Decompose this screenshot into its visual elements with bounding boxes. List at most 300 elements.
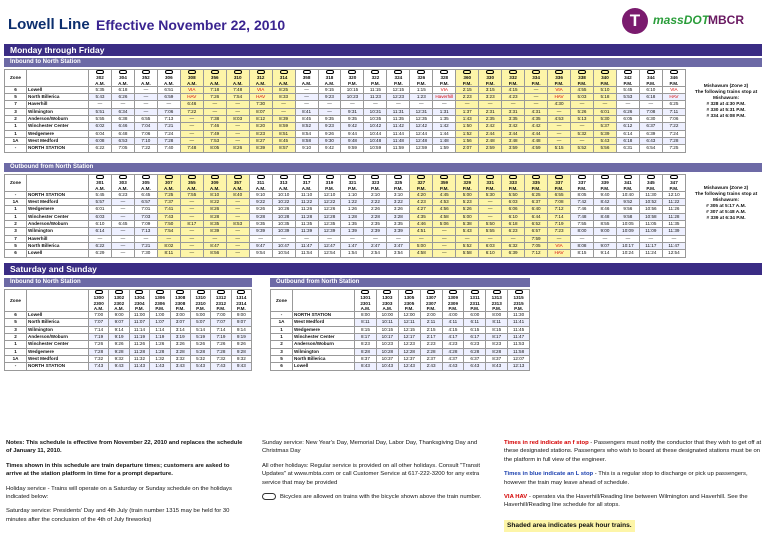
time-cell: 6:02 xyxy=(89,123,112,130)
train-number: 337 P.M. xyxy=(571,175,594,192)
time-cell: 10:24 xyxy=(616,250,639,257)
bicycle-icon xyxy=(463,175,471,179)
time-cell: 1:10 xyxy=(341,191,364,198)
time-cell: 6:23 xyxy=(464,341,486,348)
time-cell: 8:35 xyxy=(203,221,226,228)
time-cell: 11:48 xyxy=(387,137,410,144)
time-cell: 8:28 xyxy=(203,213,226,220)
time-cell: 9:28 xyxy=(109,348,129,355)
time-cell: — xyxy=(226,206,249,213)
zone-cell: 1A xyxy=(5,199,27,206)
time-cell: 6:10 xyxy=(502,213,525,220)
train-number: 332 P.M. xyxy=(502,70,525,87)
station-name: Wedgemere xyxy=(293,326,355,333)
time-cell: 7:13 xyxy=(157,116,180,123)
time-cell: 11:42 xyxy=(387,123,410,130)
zone-cell: 6 xyxy=(271,363,293,370)
legend-red-label: Times in red indicate an f stop xyxy=(504,440,589,446)
time-cell: 12:43 xyxy=(398,363,420,370)
time-cell: — xyxy=(203,101,226,108)
time-cell: — xyxy=(272,108,295,115)
time-cell: 12:07 xyxy=(508,355,530,362)
time-cell: 8:39 xyxy=(249,145,272,152)
bicycle-icon xyxy=(280,175,288,179)
time-cell: 4:17 xyxy=(442,334,464,341)
train-number: 345 P.M. xyxy=(639,175,662,192)
station-name: Winchester Center xyxy=(27,213,89,220)
train-number: 1313 2313 P.M. xyxy=(486,290,508,312)
time-cell: 8:28 xyxy=(355,348,377,355)
bicycle-icon xyxy=(624,175,632,179)
time-cell: 10:42 xyxy=(364,123,387,130)
time-cell: 7:28 xyxy=(662,137,685,144)
time-cell: 7:07 xyxy=(211,319,231,326)
time-cell: 6:37 xyxy=(525,199,548,206)
time-cell: 7:05 xyxy=(525,242,548,249)
time-cell: 9:32 xyxy=(231,355,251,362)
time-cell: 6:34 xyxy=(111,108,134,115)
zone-cell: - xyxy=(271,312,293,319)
time-cell: 8:55 xyxy=(593,221,616,228)
weekend-outbound-bar: Outbound from North Station xyxy=(270,278,530,287)
time-cell: 4:35 xyxy=(410,213,433,220)
time-cell: 5:45 xyxy=(89,191,112,198)
time-cell: 6:46 xyxy=(111,123,134,130)
time-cell: 9:07 xyxy=(109,319,129,326)
station-name: Anderson/Woburn xyxy=(27,116,89,123)
bicycle-icon xyxy=(237,290,245,294)
bicycle-icon xyxy=(119,175,127,179)
time-cell: 5:00 xyxy=(456,191,479,198)
time-cell: 6:03 xyxy=(502,199,525,206)
time-cell: 9:56 xyxy=(616,206,639,213)
train-number: 324 P.M. xyxy=(387,70,410,87)
time-cell: 8:45 xyxy=(272,137,295,144)
time-cell: 2:15 xyxy=(456,86,479,93)
time-cell: 7:40 xyxy=(157,145,180,152)
time-cell: 7:21 xyxy=(157,123,180,130)
time-cell: 12:26 xyxy=(318,206,341,213)
time-cell: 7:21 xyxy=(134,242,157,249)
time-cell: 3:47 xyxy=(387,242,410,249)
train-number: 309 A.M. xyxy=(203,175,226,192)
bicycle-icon xyxy=(188,70,196,74)
zone-cell: 1 xyxy=(271,326,293,333)
bicycle-icon xyxy=(417,70,425,74)
time-cell: 6:57 xyxy=(134,199,157,206)
time-cell: 1:26 xyxy=(150,341,170,348)
time-cell: 9:19 xyxy=(231,334,251,341)
time-cell: 10:52 xyxy=(639,199,662,206)
time-cell: 11:19 xyxy=(129,334,149,341)
bike-note-text: Bicycles are allowed on trains with the bicycle shown above the train number. xyxy=(280,494,482,501)
bicycle-icon xyxy=(176,290,184,294)
time-cell: — xyxy=(295,94,318,101)
bicycle-icon xyxy=(211,70,219,74)
time-cell: 5:43 xyxy=(456,228,479,235)
zone-cell: 6 xyxy=(5,250,27,257)
time-cell: — xyxy=(134,108,157,115)
train-number: 338 P.M. xyxy=(571,70,594,87)
time-cell: 5:07 xyxy=(190,319,210,326)
time-cell: 12:39 xyxy=(318,228,341,235)
time-cell: 7:28 xyxy=(89,348,109,355)
time-cell: 8:23 xyxy=(486,341,508,348)
time-cell: 6:22 xyxy=(89,145,112,152)
time-cell: 9:26 xyxy=(318,130,341,137)
time-cell: 1:28 xyxy=(341,213,364,220)
time-cell: 11:58 xyxy=(508,348,530,355)
time-cell: 8:47 xyxy=(203,242,226,249)
time-cell: 7:12 xyxy=(548,206,571,213)
time-cell: VIA xyxy=(548,242,571,249)
zone-cell: 3 xyxy=(5,326,27,333)
station-name: NORTH STATION xyxy=(27,191,89,198)
time-cell: 5:39 xyxy=(593,130,616,137)
time-cell: 6:37 xyxy=(464,355,486,362)
time-cell: 5:23 xyxy=(456,199,479,206)
bicycle-icon xyxy=(165,175,173,179)
time-cell: — xyxy=(318,108,341,115)
time-cell: 3:23 xyxy=(479,94,502,101)
zone-cell: 1 xyxy=(5,206,27,213)
time-cell: — xyxy=(134,94,157,101)
train-number: 307 A.M. xyxy=(157,175,180,192)
time-cell: — xyxy=(180,206,203,213)
bicycle-icon xyxy=(96,175,104,179)
weekday-inbound-table xyxy=(4,69,686,153)
time-cell: 10:56 xyxy=(639,206,662,213)
time-cell: 10:10 xyxy=(272,191,295,198)
time-cell: 12:15 xyxy=(387,86,410,93)
time-cell: 1:54 xyxy=(341,250,364,257)
zone-cell: 2 xyxy=(271,341,293,348)
time-cell: — xyxy=(318,235,341,242)
time-cell: 8:11 xyxy=(355,319,377,326)
time-cell: 5:13 xyxy=(571,116,594,123)
time-cell: — xyxy=(111,228,134,235)
time-cell: 8:42 xyxy=(593,199,616,206)
legend-blue xyxy=(504,470,762,487)
time-cell: 2:17 xyxy=(420,334,442,341)
time-cell: 8:00 xyxy=(571,228,594,235)
bicycle-icon xyxy=(96,70,104,74)
zone-cell: 1 xyxy=(5,341,27,348)
massdot-logo: massDOT xyxy=(653,13,710,27)
time-cell: 5:56 xyxy=(593,145,616,152)
time-cell: — xyxy=(180,250,203,257)
time-cell: 9:30 xyxy=(318,137,341,144)
time-cell: 6:48 xyxy=(111,130,134,137)
train-number: 1308 2308 P.M. xyxy=(170,290,190,312)
station-name: Wedgemere xyxy=(27,348,89,355)
time-cell: 5:00 xyxy=(190,312,210,319)
time-cell: 1:35 xyxy=(433,116,456,123)
time-cell: — xyxy=(456,235,479,242)
zone-cell: 2 xyxy=(5,221,27,228)
train-number: 325 P.M. xyxy=(387,175,410,192)
time-cell: 11:35 xyxy=(387,116,410,123)
time-cell: — xyxy=(548,130,571,137)
legend-red xyxy=(504,439,762,464)
time-cell: 1:52 xyxy=(456,130,479,137)
time-cell: 7:07 xyxy=(89,319,109,326)
time-cell: 10:59 xyxy=(364,145,387,152)
bicycle-icon xyxy=(486,70,494,74)
time-cell: 7:10 xyxy=(134,137,157,144)
time-cell: — xyxy=(272,235,295,242)
time-cell: 1:56 xyxy=(456,137,479,144)
time-cell: 6:08 xyxy=(89,137,112,144)
time-cell: 11:22 xyxy=(662,199,685,206)
time-cell: 7:08 xyxy=(639,108,662,115)
time-cell: 4:20 xyxy=(410,191,433,198)
time-cell: VIA xyxy=(662,86,685,93)
time-cell: 12:42 xyxy=(410,123,433,130)
bicycle-icon xyxy=(95,290,103,294)
time-cell: 5:26 xyxy=(456,206,479,213)
time-cell: — xyxy=(341,235,364,242)
time-cell: 12:28 xyxy=(398,348,420,355)
bicycle-icon xyxy=(371,175,379,179)
train-number: 301 A.M. xyxy=(89,175,112,192)
station-name: Wedgemere xyxy=(27,130,89,137)
time-cell: 7:46 xyxy=(203,123,226,130)
station-name: Wilmington xyxy=(27,228,89,235)
time-cell: — xyxy=(525,86,548,93)
zone-cell: 5 xyxy=(5,94,27,101)
time-cell: — xyxy=(226,199,249,206)
time-cell: 8:54 xyxy=(295,130,318,137)
zone-cell: 1 xyxy=(271,334,293,341)
time-cell: 7:12 xyxy=(525,250,548,257)
time-cell: 4:23 xyxy=(502,94,525,101)
time-cell: 11:53 xyxy=(508,341,530,348)
time-cell: 4:28 xyxy=(442,348,464,355)
time-cell: 11:15 xyxy=(364,86,387,93)
time-cell: 5:58 xyxy=(456,250,479,257)
time-cell: 11:47 xyxy=(508,334,530,341)
time-cell: 3:44 xyxy=(502,130,525,137)
time-cell: 5:43 xyxy=(190,363,210,370)
time-cell: 5:26 xyxy=(571,108,594,115)
time-cell: 11:59 xyxy=(387,145,410,152)
time-cell: 2:28 xyxy=(420,348,442,355)
time-cell: — xyxy=(639,235,662,242)
time-cell: 3:28 xyxy=(387,213,410,220)
time-cell: 4:42 xyxy=(525,123,548,130)
time-cell: 7:54 xyxy=(157,228,180,235)
time-cell: — xyxy=(180,213,203,220)
train-number: 1314 2314 P.M. xyxy=(231,290,251,312)
time-cell: 5:03 xyxy=(571,94,594,101)
time-cell: 8:15 xyxy=(355,326,377,333)
time-cell: 9:26 xyxy=(231,341,251,348)
train-number: 339 P.M. xyxy=(593,175,616,192)
time-cell: — xyxy=(272,101,295,108)
time-cell: 3:00 xyxy=(170,312,190,319)
zone-cell: 1 xyxy=(5,213,27,220)
time-cell: 3:39 xyxy=(387,228,410,235)
time-cell: 8:17 xyxy=(180,221,203,228)
time-cell: 9:48 xyxy=(341,137,364,144)
time-cell: — xyxy=(111,206,134,213)
time-cell: — xyxy=(111,235,134,242)
time-cell: 11:28 xyxy=(295,213,318,220)
time-cell: 8:26 xyxy=(203,206,226,213)
bicycle-icon xyxy=(670,70,678,74)
time-cell: 8:45 xyxy=(295,116,318,123)
time-cell: 10:48 xyxy=(364,137,387,144)
time-cell: 10:00 xyxy=(376,312,398,319)
time-cell: 6:10 xyxy=(639,86,662,93)
time-cell: — xyxy=(662,235,685,242)
train-number: 337 P.M. xyxy=(548,175,571,192)
time-cell: — xyxy=(548,235,571,242)
station-name: North Billerica xyxy=(293,355,355,362)
train-number: 352 A.M. xyxy=(134,70,157,87)
time-cell: 12:44 xyxy=(410,130,433,137)
time-cell: 6:28 xyxy=(464,348,486,355)
time-cell: 7:46 xyxy=(571,206,594,213)
bicycle-icon xyxy=(532,70,540,74)
station-name: North Billerica xyxy=(27,319,89,326)
bicycle-icon xyxy=(509,175,517,179)
bicycle-icon xyxy=(348,175,356,179)
time-cell: 2:26 xyxy=(364,206,387,213)
time-cell: 10:31 xyxy=(364,108,387,115)
bicycle-icon xyxy=(156,290,164,294)
bicycle-icon xyxy=(234,175,242,179)
time-cell: — xyxy=(226,130,249,137)
time-cell: 6:31 xyxy=(616,145,639,152)
time-cell: 11:22 xyxy=(295,199,318,206)
time-cell: 8:08 xyxy=(571,242,594,249)
time-cell: 6:03 xyxy=(89,213,112,220)
time-cell: 11:17 xyxy=(639,242,662,249)
time-cell: — xyxy=(341,101,364,108)
time-cell: 3:14 xyxy=(170,326,190,333)
time-cell: 11:43 xyxy=(129,363,149,370)
time-cell: 7:42 xyxy=(571,199,594,206)
time-cell: — xyxy=(226,101,249,108)
train-number: 329 P.M. xyxy=(456,175,479,192)
time-cell: 8:48 xyxy=(593,213,616,220)
time-cell: 4:23 xyxy=(410,199,433,206)
bicycle-icon xyxy=(361,290,369,294)
time-cell: 10:39 xyxy=(272,228,295,235)
time-cell: 7:49 xyxy=(203,130,226,137)
time-cell: 8:02 xyxy=(157,242,180,249)
time-cell: 5:53 xyxy=(616,94,639,101)
time-cell: 9:23 xyxy=(318,94,341,101)
train-number: 311 A.M. xyxy=(249,175,272,192)
station-name: Lowell xyxy=(27,86,89,93)
bicycle-icon xyxy=(493,290,501,294)
station-name: Anderson/Woburn xyxy=(27,334,89,341)
time-cell: — xyxy=(111,250,134,257)
train-number: 1305 2305 P.M. xyxy=(398,290,420,312)
time-cell: 3:48 xyxy=(502,137,525,144)
effective-date: Effective November 22, 2010 xyxy=(96,17,286,33)
time-cell: 9:26 xyxy=(109,341,129,348)
train-number: 336 P.M. xyxy=(548,70,571,87)
time-cell: 2:37 xyxy=(420,355,442,362)
time-cell: 9:35 xyxy=(318,116,341,123)
train-number: 356 A.M. xyxy=(203,70,226,87)
time-cell: 6:25 xyxy=(525,191,548,198)
bicycle-icon xyxy=(234,70,242,74)
time-cell: 7:59 xyxy=(525,235,548,242)
time-cell: 1:39 xyxy=(341,228,364,235)
train-number: 312 A.M. xyxy=(249,70,272,87)
weekday-outbound-note: Mishawum (Zone 2) The following trains stop at Mishawum: # 305 at 5:17 A.M. # 307 at 5:48 A.M. # 339 at 6:34 P.M. xyxy=(694,186,758,221)
train-number: 1311 2311 P.M. xyxy=(464,290,486,312)
time-cell: 4:45 xyxy=(433,191,456,198)
time-cell: 6:37 xyxy=(639,123,662,130)
time-cell: 2:22 xyxy=(364,199,387,206)
time-cell: — xyxy=(479,235,502,242)
time-cell: 11:09 xyxy=(639,228,662,235)
time-cell: 2:44 xyxy=(479,130,502,137)
station-name: Wilmington xyxy=(27,108,89,115)
weekday-outbound-table xyxy=(4,174,686,258)
time-cell: 9:59 xyxy=(341,145,364,152)
time-cell: — xyxy=(479,199,502,206)
page-header xyxy=(0,0,768,44)
time-cell: — xyxy=(111,213,134,220)
time-cell: — xyxy=(180,116,203,123)
time-cell: 6:18 xyxy=(639,94,662,101)
train-number: 1303 2303 A.M. xyxy=(376,290,398,312)
time-cell: 10:37 xyxy=(376,355,398,362)
time-cell: 5:00 xyxy=(456,213,479,220)
time-cell: 3:43 xyxy=(170,363,190,370)
time-cell: 9:43 xyxy=(231,363,251,370)
station-name: Wilmington xyxy=(293,348,355,355)
time-cell: 5:00 xyxy=(410,242,433,249)
time-cell: 1:50 xyxy=(456,123,479,130)
time-cell: 9:00 xyxy=(593,228,616,235)
train-number: 327 P.M. xyxy=(410,175,433,192)
time-cell: 8:23 xyxy=(355,341,377,348)
time-cell: 8:07 xyxy=(249,108,272,115)
bicycle-icon xyxy=(394,175,402,179)
time-cell: — xyxy=(134,86,157,93)
time-cell: 8:58 xyxy=(295,137,318,144)
bicycle-icon xyxy=(578,175,586,179)
time-cell: — xyxy=(89,101,112,108)
station-name: West Medford xyxy=(27,199,89,206)
time-cell: 10:40 xyxy=(616,191,639,198)
time-cell: 2:48 xyxy=(479,137,502,144)
time-cell: 10:22 xyxy=(272,199,295,206)
time-cell: 5:52 xyxy=(571,145,594,152)
time-cell: 6:44 xyxy=(525,213,548,220)
time-cell: 8:46 xyxy=(593,206,616,213)
time-cell: 11:05 xyxy=(639,221,662,228)
time-cell: 10:58 xyxy=(639,213,662,220)
time-cell: 4:37 xyxy=(442,355,464,362)
footer-col-notes xyxy=(6,439,246,530)
time-cell: 6:45 xyxy=(134,191,157,198)
station-name: Lowell xyxy=(293,363,355,370)
time-cell: 6:18 xyxy=(502,221,525,228)
time-cell: 8:17 xyxy=(355,334,377,341)
zone-cell: - xyxy=(5,145,27,152)
time-cell: 8:28 xyxy=(486,348,508,355)
time-cell: 11:26 xyxy=(295,206,318,213)
